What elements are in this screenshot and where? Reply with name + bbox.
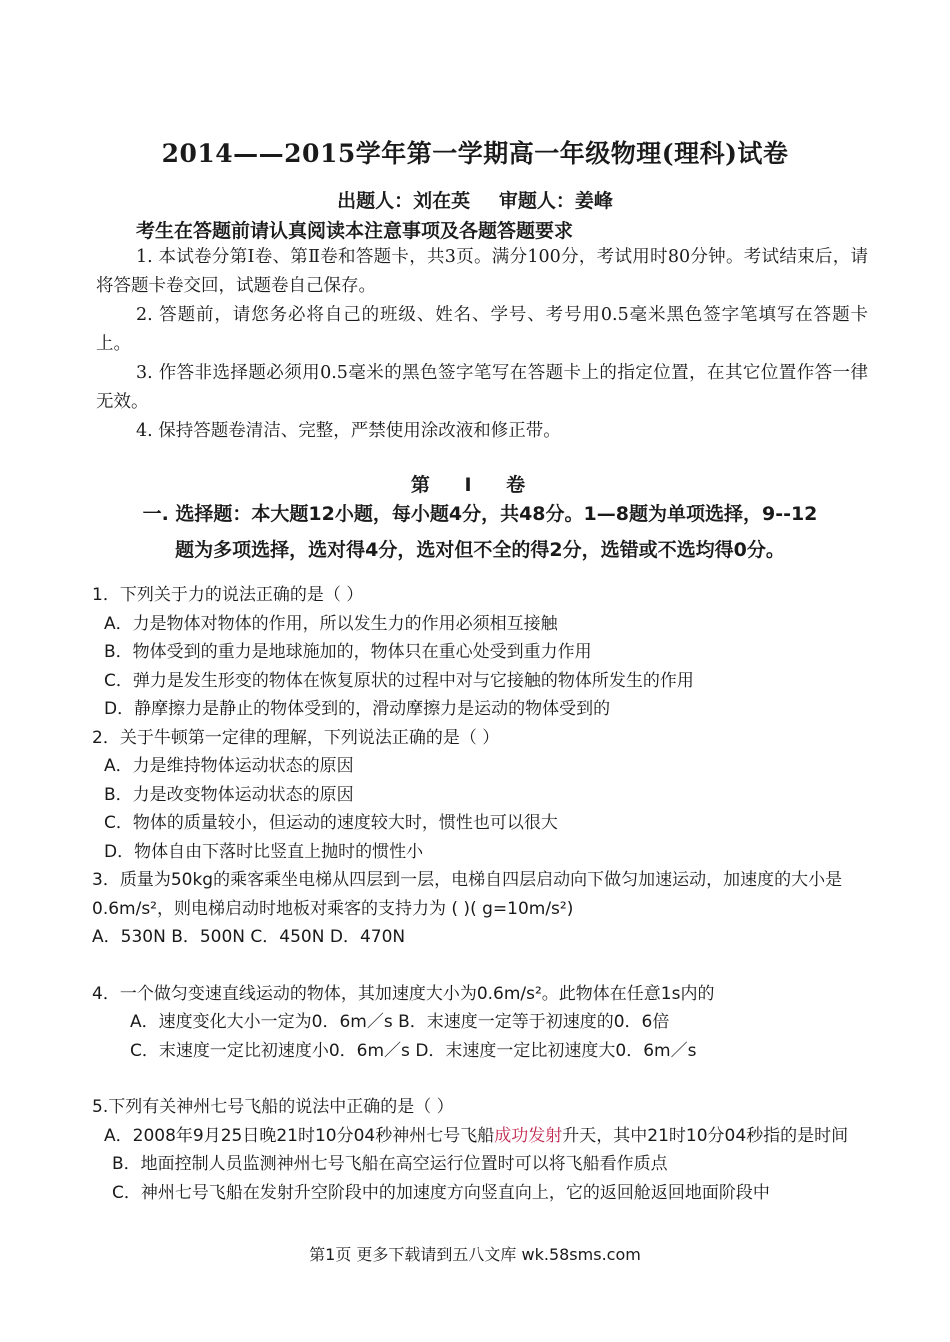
question-5-option-b: B．地面控制人员监测神州七号飞船在高空运行位置时可以将飞船看作质点: [112, 1154, 668, 1174]
question-3-stem: 3．质量为50kg的乘客乘坐电梯从四层到一层，电梯自四层启动向下做匀加速运动，加速度的大小是0.6m/s²，则电梯启动时地板对乘客的支持力为 ( )( g=10m/s²): [92, 870, 843, 919]
question-5-option-a: [92, 1122, 872, 1151]
section-title: 第 Ⅰ 卷: [410, 474, 540, 496]
question-1-option-a: A．力是物体对物体的作用，所以发生力的作用必须相互接触: [104, 613, 558, 634]
question-1-option-d: D．静摩擦力是静止的物体受到的，滑动摩擦力是运动的物体受到的: [104, 699, 611, 719]
notice-heading: 考生在答题前请认真阅读本注意事项及各题答题要求: [136, 220, 574, 242]
question-4-stem: 4．一个做匀变速直线运动的物体，其加速度大小为0.6m/s²。此物体在任意1s内的: [92, 983, 715, 1004]
section-instruction: [90, 496, 870, 568]
question-3-options: A．530N B．500N C．450N D．470N: [92, 927, 406, 947]
authors-line: [0, 186, 950, 213]
setter-name: 出题人：刘在英: [337, 190, 471, 212]
option-a-text-2: 升天，其中21时10分04秒指的是时间: [562, 1125, 849, 1146]
question-5-stem: 5.下列有关神州七号飞船的说法中正确的是（ ）: [92, 1097, 454, 1117]
question-2-stem: 2．关于牛顿第一定律的理解，下列说法正确的是（ ）: [92, 727, 500, 748]
exam-title: 2014——2015学年第一学期高一年级物理(理科)试卷: [161, 139, 789, 168]
question-1-option-c: C．弹力是发生形变的物体在恢复原状的过程中对与它接触的物体所发生的作用: [104, 670, 694, 691]
question-1-stem: 1．下列关于力的说法正确的是（ ）: [92, 585, 364, 605]
question-4-options-ab: A．速度变化大小一定为0．6m／s B．末速度一定等于初速度的0．6倍: [130, 1012, 670, 1032]
instruction-line-1: 一. 选择题：本大题12小题，每小题4分，共48分。1—8题为单项选择，9--12: [142, 503, 818, 525]
option-a-text-1: A．2008年9月25日晚21时10分04秒神州七号飞船: [104, 1125, 495, 1146]
note-item: 4. 保持答题卷清洁、完整，严禁使用涂改液和修正带。: [136, 421, 561, 441]
highlighted-phrase: 成功发射: [494, 1125, 563, 1146]
question-4-options-cd: C．末速度一定比初速度小0．6m／s D．末速度一定比初速度大0．6m／s: [130, 1040, 697, 1061]
note-item: 1. 本试卷分第Ⅰ卷、第Ⅱ卷和答题卡，共3页。满分100分，考试用时80分钟。考试结束后，请将答题卡卷交回，试题卷自己保存。: [96, 247, 868, 296]
instruction-line-2: 题为多项选择，选对得4分，选对但不全的得2分，选错或不选均得0分。: [175, 539, 785, 561]
question-2-option-d: D．物体自由下落时比竖直上抛时的惯性小: [104, 841, 424, 862]
spacer: [92, 1065, 872, 1093]
note-item: 3. 作答非选择题必须用0.5毫米的黑色签字笔写在答题卡上的指定位置，在其它位置作答一律无效。: [96, 363, 868, 412]
question-2-option-c: C．物体的质量较小，但运动的速度较大时，惯性也可以很大: [104, 813, 558, 833]
question-5-option-c: C．神州七号飞船在发射升空阶段中的加速度方向竖直向上，它的返回舱返回地面阶段中: [112, 1182, 770, 1203]
spacer: [92, 952, 872, 980]
question-2-option-b: B．力是改变物体运动状态的原因: [104, 784, 354, 805]
question-1-option-b: B．物体受到的重力是地球施加的，物体只在重心处受到重力作用: [104, 642, 592, 662]
page-footer: 第1页 更多下载请到五八文库 wk.58sms.com: [309, 1245, 641, 1264]
question-2-option-a: A．力是维持物体运动状态的原因: [104, 756, 354, 776]
reviewer-name: 审题人：姜峰: [498, 190, 613, 212]
note-item: 2. 答题前，请您务必将自己的班级、姓名、学号、考号用0.5毫米黑色签字笔填写在答题卡上。: [96, 305, 868, 354]
notes-list: [96, 243, 868, 446]
questions-list: [92, 581, 872, 1207]
